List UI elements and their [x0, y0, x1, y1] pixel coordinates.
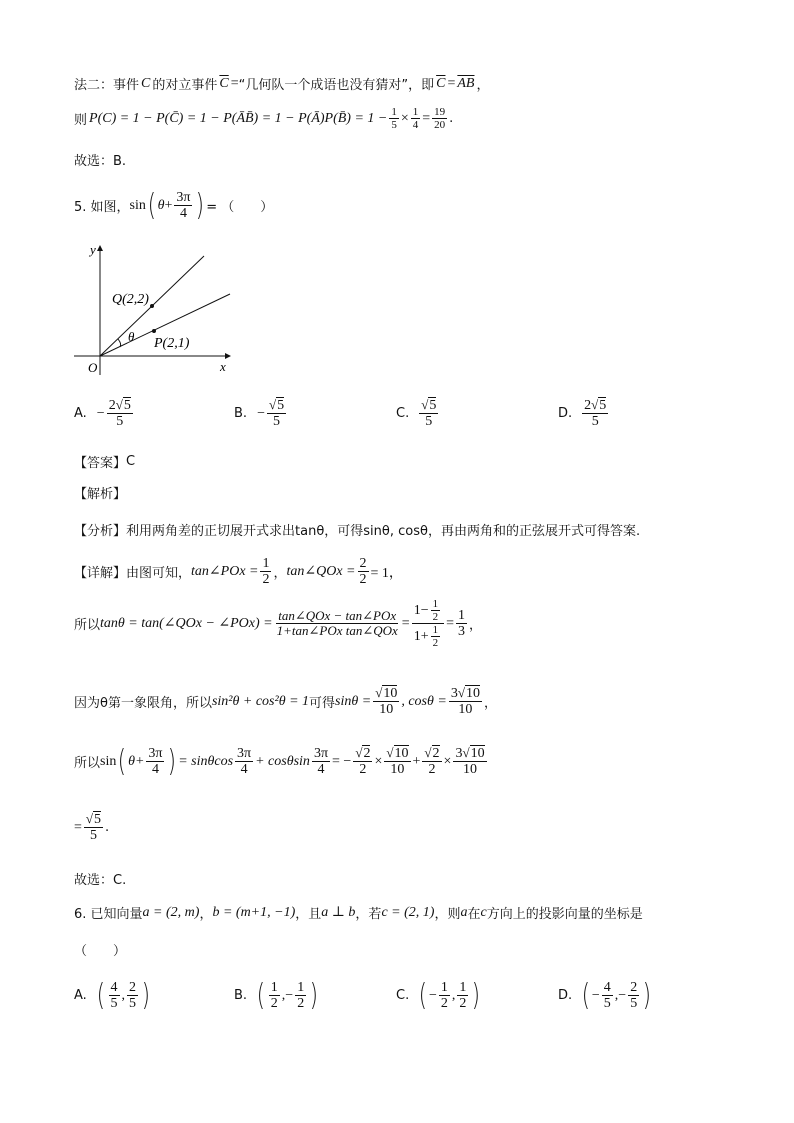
- event-c-bar-2: $\overline{C}$: [436, 75, 446, 91]
- method2-line2-expr: P(C) = 1 − P(C̄) = 1 − P(ĀB̄) = 1 − P(Ā)P(B̄) = 1 −: [89, 110, 388, 126]
- method2-prefix: 法二：事件: [74, 78, 140, 93]
- tan-diff-frac: $\frac{\text{tan∠QOx − tan∠POx}}{\text{1+tan∠POx tan∠QOx}}$: [276, 607, 398, 639]
- because-text: 因为θ第一象限角，所以: [74, 696, 212, 712]
- method2-quote: “几何队一个成语也没有猜对”: [238, 78, 409, 93]
- plus: +: [164, 197, 173, 213]
- times-sign: ×: [400, 110, 409, 126]
- analysis-tag: 【解析】: [74, 487, 127, 502]
- option-d-label: D.: [558, 406, 573, 422]
- q5-number: 5. 如图，: [74, 200, 130, 216]
- right-paren: ): [196, 187, 205, 223]
- equals-sign-3: =: [422, 110, 431, 126]
- q6-option-d-label: D.: [558, 988, 573, 1004]
- option-c-value: $\frac{√5}{5}$: [421, 397, 437, 430]
- q5-figure: [70, 240, 240, 380]
- q6-text2: ，若: [355, 907, 382, 922]
- fenxi-tag: 【分析】: [74, 524, 127, 539]
- theta-label: θ: [128, 329, 135, 344]
- method2-mid2: ，即: [408, 78, 435, 93]
- q6-text4: 在: [467, 907, 481, 922]
- q6-number: 6. 已知向量: [74, 907, 143, 922]
- fraction-1-5: $\frac{1}{5}$: [391, 106, 397, 132]
- q6-option-b-label: B.: [234, 988, 248, 1004]
- event-c-bar: $\overline{C}$: [219, 75, 229, 91]
- detail-line2: 所以 tanθ = tan(∠QOx − ∠POx) = $\frac{\text{tan∠QOx − tan∠POx}}{\text{1+tan∠POx tan∠QOx}}$ = 1− $\frac{1}{2}$ 1+ $\frac{1}{2}$ = $\frac{1}{3}$ ，: [74, 598, 483, 650]
- method2-line2-prefix: 则: [74, 113, 88, 129]
- period: .: [449, 111, 454, 127]
- q6-paren: [74, 940, 126, 959]
- q5-option-d[interactable]: [558, 398, 610, 430]
- option-b-label: B.: [234, 406, 248, 422]
- answer-value: C: [126, 454, 136, 469]
- equals-sign: =: [230, 75, 239, 91]
- event-ab-bar: $\overline{AB}$: [457, 75, 475, 91]
- q6-text5: 方向上的投影向量的坐标是: [486, 907, 643, 922]
- q5-conclusion: [74, 869, 126, 888]
- option-d-value: $\frac{2√5}{5}$: [584, 397, 607, 430]
- left-paren: (: [147, 187, 156, 223]
- q6-option-b[interactable]: B. ( $\frac{1}{2}$ ,− $\frac{1}{2}$ ): [234, 977, 319, 1013]
- option-c-label: C.: [396, 406, 410, 422]
- q6-option-c[interactable]: C. ( − $\frac{1}{2}$ , $\frac{1}{2}$ ): [396, 977, 481, 1013]
- so-text-2: 所以: [74, 756, 101, 772]
- sin-label: sin: [129, 197, 146, 213]
- q5-analysis-tag: [74, 483, 126, 502]
- cos-value: $\frac{3√10}{10}$: [450, 685, 480, 718]
- method2-mid1: 的对立事件: [152, 78, 218, 93]
- frac-2-2: $\frac{2}{2}$: [359, 556, 367, 588]
- q6-option-c-label: C.: [396, 988, 410, 1004]
- q5-option-b[interactable]: B. − $\frac{√5}{5}$: [234, 397, 285, 430]
- equals-sign-2: =: [447, 75, 456, 91]
- method2-answer: [74, 150, 126, 169]
- detail-line4: 所以 sin ( θ+ $\frac{3\pi}{4}$ ) = sinθcos $\frac{3\pi}{4}$ + cosθsin $\frac{3\pi}{4}$ = − $\frac{√2}{2}$ × $\frac{√10}{10}$ + $\frac{√2}{2}$ × $\frac{3√10}{10}$: [74, 743, 485, 779]
- fraction-1-4: $\frac{1}{4}$: [412, 106, 419, 132]
- frac-1-3: $\frac{1}{3}$: [458, 607, 466, 640]
- q6-text3: ，则: [434, 907, 461, 922]
- method2-answer-text: 故选：B.: [74, 154, 127, 169]
- so-text: 所以: [74, 618, 101, 634]
- detail-line5: = $\frac{√5}{5}$ .: [74, 811, 110, 844]
- q5-fenxi: [74, 520, 640, 539]
- q6-option-a-label: A.: [74, 988, 87, 1004]
- q5-answer: [74, 452, 135, 471]
- sin-value: $\frac{√10}{10}$: [375, 685, 398, 718]
- detail1-text: 由图可知，: [126, 566, 192, 582]
- q5-stem-tail: = （ ）: [206, 200, 274, 216]
- q6-stem: 6. 已知向量 a = (2, m) ， b = (m+1, −1) ，且 a ⊥ b ，若 c = (2, 1) ，则 a 在 c 方向上的投影向量的坐标是: [74, 904, 643, 922]
- answer-tag: 【答案】: [74, 456, 127, 471]
- detail-tag: 【详解】: [74, 566, 127, 582]
- option-a-label: A.: [74, 406, 87, 422]
- angle-arc: [118, 339, 121, 347]
- compound-frac: 1− $\frac{1}{2}$ 1+ $\frac{1}{2}$: [412, 598, 444, 649]
- comma: ，: [476, 78, 490, 93]
- final-value: $\frac{√5}{5}$: [85, 811, 102, 844]
- conclusion-text: 故选：C.: [74, 873, 127, 888]
- option-a-value: $\frac{2√5}{5}$: [108, 397, 131, 430]
- origin-label: O: [88, 360, 98, 375]
- detail-line1: 【详解】 由图可知， tan∠POx = $\frac{1}{2}$ ， tan∠QOx = $\frac{2}{2}$ = 1，: [74, 556, 403, 588]
- q-label: Q(2,2): [112, 292, 149, 307]
- point-q: [150, 304, 154, 308]
- fenxi-text: 利用两角差的正切展开式求出tanθ，可得sinθ, cosθ，再由两角和的正弦展开式可得答案.: [126, 524, 641, 539]
- q6-option-a[interactable]: A. ( $\frac{4}{5}$ , $\frac{2}{5}$ ): [74, 977, 150, 1013]
- x-label: x: [220, 359, 226, 374]
- q6-text1: ，且: [295, 907, 322, 922]
- detail-line3: 因为θ第一象限角，所以 sin²θ + cos²θ = 1 可得 sinθ = $\frac{√10}{10}$ , cosθ = $\frac{3√10}{10}$ ，: [74, 685, 497, 718]
- frac-1-2: $\frac{1}{2}$: [262, 556, 270, 588]
- because2-text: 可得: [309, 696, 336, 712]
- option-b-value: $\frac{√5}{5}$: [268, 397, 285, 430]
- fraction-3pi-4: $\frac{3\pi}{4}$: [176, 190, 191, 222]
- q6-paren-text: （ ）: [74, 944, 127, 959]
- method2-line1: [74, 74, 490, 93]
- event-c: C: [141, 75, 151, 91]
- q5-option-a[interactable]: A. − $\frac{2√5}{5}$: [74, 397, 131, 430]
- fraction-19-20: $\frac{19}{20}$: [434, 106, 446, 132]
- theta: θ: [157, 197, 165, 213]
- q5-stem: [74, 187, 274, 223]
- method2-line2: [74, 106, 453, 131]
- q5-option-c[interactable]: [396, 398, 440, 430]
- p-label: P(2,1): [154, 336, 190, 351]
- point-p: [152, 329, 156, 333]
- q6-option-d[interactable]: D. ( − $\frac{4}{5}$ ,− $\frac{2}{5}$ ): [558, 977, 652, 1013]
- y-label: y: [90, 242, 96, 257]
